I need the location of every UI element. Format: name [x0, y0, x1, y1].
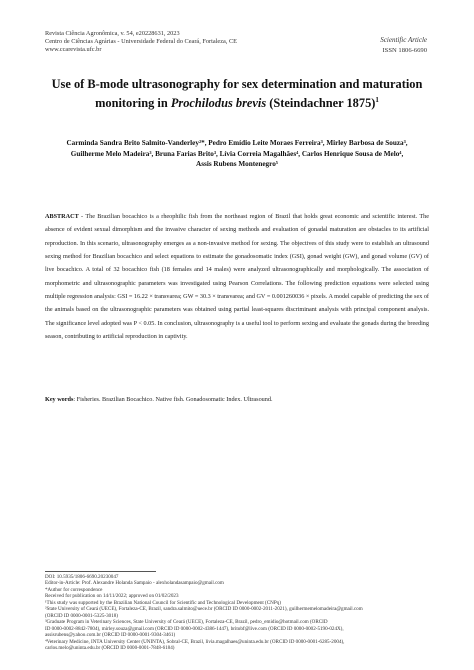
- footnote-divider: [45, 571, 156, 572]
- abstract: [45, 210, 429, 343]
- doi[interactable]: DOI: 10.5935/1806-6690.20230047: [45, 574, 119, 580]
- authors-line-2: Guilherme Melo Madeira³, Bruna Farias Brito³, Lívia Correia Magalhães⁴, Carlos Henrique Sousa de Melo⁴,: [70, 149, 404, 158]
- keywords: [45, 396, 429, 403]
- abstract-label: ABSTRACT: [45, 213, 79, 220]
- publication-dates: Received for publication on 14/11/2022; approved on 01/02/2023: [45, 593, 179, 600]
- affiliation-2-cont: (ORCID ID 0000-0001-5325-3018): [45, 612, 119, 619]
- journal-header: [45, 30, 237, 55]
- affiliation-4-cont: carlos.melo@uninta.edu.br (ORCID ID 0000-0001-7848-6184): [45, 644, 175, 651]
- title-line-2: [40, 93, 434, 112]
- author-list: [40, 138, 434, 170]
- funding-note: ¹This study was supported by the Brazilian National Council for Scientific and Technological Development (CNPq): [45, 599, 281, 606]
- footnotes: [45, 574, 435, 651]
- article-meta: [380, 36, 427, 55]
- title-suffix: (Steindachner 1875): [266, 95, 376, 110]
- issn: ISSN 1806-6690: [382, 46, 427, 54]
- species-name: Prochilodus brevis: [170, 95, 267, 110]
- article-title: [40, 77, 434, 111]
- abstract-text: - The Brazilian bocachico is a rheophilic fish from the northeast region of Brazil that holds great economic and scientific interest. The absence of evident sexual dimorphism and the invasive character of sexing methods and evaluation of gonadal maturation are obstacles to its artificial reproduction. In this scenario, ultrasonography emerges as a non-invasive method for sexing. The objectives of this study were to establish an ultrasound sexing method for Brazilian bocachico and select equations to estimate the gonadosomatic index (GSI), gonad weight (GW), and gonad volume (GV) of live bocachico. A total of 32 bocachico fish (18 females and 14 males) were analyzed ultrasonographically and morphologically. The association of morphometric and ultrasonographic parameters was investigated using Pearson Correlations. The following prediction equations were selected using multiple regression analysis: GSI = 16.22 × transvarea; GW = 30.3 × transvarea; and GV = 0.001260036 × pixels. A model capable of predicting the sex of the animals based on the ultrasonographic parameters was obtained using partial least-squares discriminant analysis with principal component analysis. The significance level adopted was P < 0.05. In conclusion, ultrasonography is a useful tool to perform sexing and evaluate the gonads during the breeding season, contributing to artificial reproduction in captivity.: [45, 213, 429, 341]
- title-line-1: Use of B-mode ultrasonography for sex determination and maturation: [51, 77, 423, 91]
- affiliation-3-cont-2: assisrubens@yahoo.com.br (ORCID ID 0000-0001-9304-3461): [45, 632, 176, 639]
- journal-citation: Revista Ciência Agronômica, v. 54, e20228631, 2023: [45, 30, 180, 37]
- journal-center: Centro de Ciências Agrárias - Universidade Federal do Ceará, Fortaleza, CE: [45, 38, 237, 46]
- title-footnote-marker: 1: [375, 95, 379, 104]
- keywords-label: Key words: [45, 396, 74, 403]
- correspondence-note: *Author for correspondence: [45, 586, 103, 593]
- affiliation-3-cont: ID 0000-0002-8842-7804), mirley.souza@gmail.com (ORCID ID 0000-0002-4386-1447), britobf@live.com (ORCID ID 0000-0002-5190-024X),: [45, 625, 344, 632]
- affiliation-3: ³Graduate Program in Veterinary Sciences, State University of Ceará (UECE), Fortaleza-CE, Brazil, pedro_emidio@hotmail.com (ORCID: [45, 619, 328, 626]
- affiliation-4: ⁴Veterinary Medicine, INTA University Center (UNINTA), Sobral-CE, Brazil, livia.magalhaes@uninta.edu.br (ORCID ID 0000-0001-6285-2004),: [45, 638, 345, 645]
- keywords-text: : Fisheries. Brazilian Bocachico. Native fish. Gonadosomatic Index. Ultrasound.: [73, 396, 273, 403]
- affiliation-2: ²State University of Ceará (UECE), Fortaleza-CE, Brazil, sandra.salmito@uece.br (ORCID ID 0000-0002-2011-2021), guilhermemelomadeira@gmail.com: [45, 606, 363, 613]
- authors-line-3: Assis Rubens Montenegro⁵: [196, 160, 278, 168]
- authors-line-1: Carminda Sandra Brito Salmito-Vanderley²*, Pedro Emídio Leite Moraes Ferreira³, Mirley Barbosa de Souza³,: [66, 139, 408, 147]
- journal-url[interactable]: www.ccarevista.ufc.br: [45, 46, 102, 54]
- title-prefix: monitoring in: [95, 95, 171, 110]
- article-type: Scientific Article: [380, 36, 427, 44]
- editor-note: Editor-in-Article: Prof. Alexandre Holanda Sampaio - alexholandasampaio@gmail.com: [45, 580, 224, 587]
